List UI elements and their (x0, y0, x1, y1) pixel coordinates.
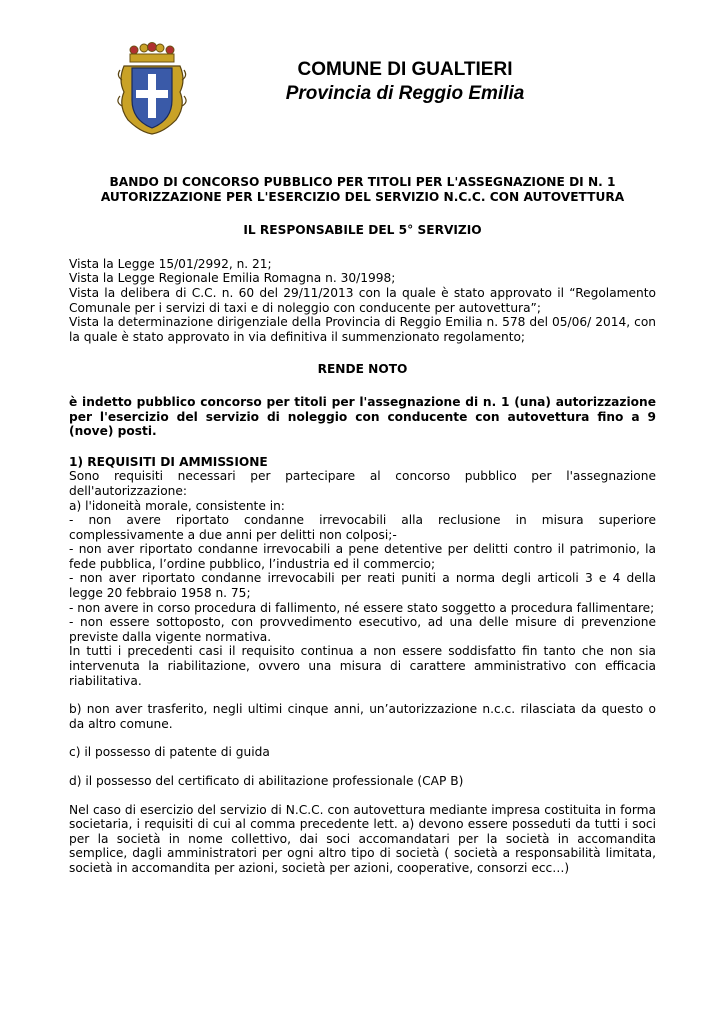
requisite-a: a) l'idoneità morale, consistente in: (69, 498, 285, 513)
premessa-item: Vista la determinazione dirigenziale della Provincia di Reggio Emilia n. 578 del 05/06/ 2014, con la quale è stato approvato in via definitiva il summenzionato regolamento; (69, 315, 656, 344)
requisite-a-closing: In tutti i precedenti casi il requisito continua a non essere soddisfatto fin tanto che non sia intervenuta la riabilitazione, ovvero una misura di carattere amministrativo con efficacia riabilitativa. (69, 644, 656, 688)
requisite-b: b) non aver trasferito, negli ultimi cinque anni, un’autorizzazione n.c.c. rilasciata da questo o da altro comune. (69, 702, 656, 731)
premessa-item: Vista la Legge 15/01/2992, n. 21; (69, 256, 272, 271)
premessa-item: Vista la delibera di C.C. n. 60 del 29/11/2013 con la quale è stato approvato il “Regolamento Comunale per i servizi di taxi e di noleggio con conducente per autovettura”; (69, 285, 656, 315)
indetto-paragraph: è indetto pubblico concorso per titoli per l'assegnazione di n. 1 (una) autorizzazione per l'esercizio del servizio di noleggio con conducente con autovettura fino a 9 (nove) posti. (69, 394, 656, 439)
section-1-intro: Sono requisiti necessari per partecipare al concorso pubblico per l'assegnazione dell'autorizzazione: (69, 469, 656, 498)
premessa-item: Vista la Legge Regionale Emilia Romagna n. 30/1998; (69, 271, 396, 286)
provincia-subtitle: Provincia di Reggio Emilia (285, 83, 525, 104)
section-1-heading: 1) REQUISITI DI AMMISSIONE (69, 454, 268, 469)
municipality-header (230, 58, 580, 106)
requisite-a-item: - non avere in corso procedura di fallimento, né essere stato soggetto a procedura fallimentare; (69, 600, 655, 615)
societa-paragraph: Nel caso di esercizio del servizio di N.C.C. con autovettura mediante impresa costituita in forma societaria, i requisiti di cui al comma precedente lett. a) devono essere posseduti da tutti i soci per la società in nome collettivo, dai soci accomandatari per la società in accomandita semplice, dagli amministratori per ogni altro tipo di società ( società a responsabilità limitata, società in accomandita per azioni, società per azioni, cooperative, consorzi ecc…) (69, 802, 656, 875)
comune-title: COMUNE DI GUALTIERI (297, 59, 513, 80)
requisite-d: d) il possesso del certificato di abilitazione professionale (CAP B) (69, 774, 464, 788)
responsabile-heading: IL RESPONSABILE DEL 5° SERVIZIO (243, 223, 482, 238)
rende-noto-heading: RENDE NOTO (317, 362, 408, 377)
requisite-c: c) il possesso di patente di guida (69, 745, 270, 760)
requisite-a-item: - non aver riportato condanne irrevocabili a pene detentive per delitti contro il patrimonio, la fede pubblica, l’ordine pubblico, l’industria ed il commercio; (69, 542, 656, 571)
requisite-a-item: - non essere sottoposto, con provvedimento esecutivo, ad una delle misure di prevenzione previste dalla vigente normativa. (69, 615, 656, 644)
requisite-a-item: - non aver riportato condanne irrevocabili per reati puniti a norma degli articoli 3 e 4 della legge 20 febbraio 1958 n. 75; (69, 571, 656, 601)
coat-of-arms-icon (116, 40, 188, 136)
bando-title-line-2: AUTORIZZAZIONE PER L'ESERCIZIO DEL SERVIZIO N.C.C. CON AUTOVETTURA (100, 189, 625, 204)
document-body (69, 175, 656, 876)
bando-title-line-1: BANDO DI CONCORSO PUBBLICO PER TITOLI PER L'ASSEGNAZIONE DI N. 1 (109, 175, 616, 189)
requisite-a-item: - non avere riportato condanne irrevocabili alla reclusione in misura superiore complessivamente a due anni per delitti non colposi;- (69, 513, 656, 542)
